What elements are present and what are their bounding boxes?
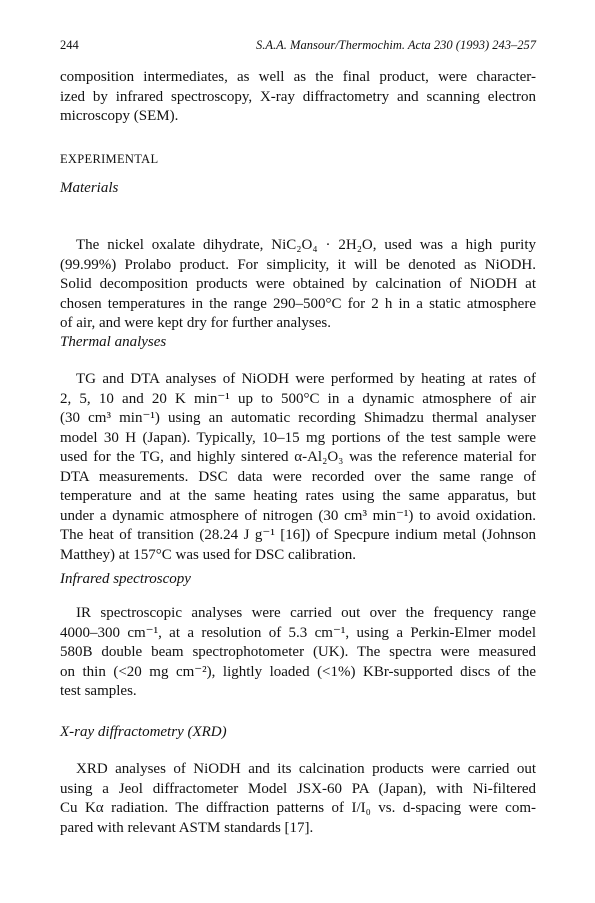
text-line: using a Jeol diffractometer Model JSX-60 PA (Japan), with Ni-filtered	[60, 780, 536, 797]
text-line: 4000–300 cm⁻¹, at a resolution of 5.3 cm⁻¹, using a Perkin-Elmer model	[60, 624, 536, 641]
text-line: Matthey) at 157°C was used for DSC calibration.	[60, 546, 356, 563]
subsection-heading-infrared: Infrared spectroscopy	[60, 571, 191, 587]
page-number: 244	[60, 38, 79, 52]
text-line: DTA measurements. DSC data were recorded over the same range of	[60, 468, 536, 485]
materials-paragraph	[60, 236, 536, 334]
text-line: IR spectroscopic analyses were carried out over the frequency range	[76, 605, 536, 621]
intro-paragraph	[60, 68, 536, 127]
text-line: used for the TG, and highly sintered α-Al₂O₃ was the reference material for	[60, 449, 536, 465]
text-line: Cu Kα radiation. The diffraction patterns of I/I₀ vs. d-spacing were com-	[60, 800, 536, 816]
text-line: model 30 H (Japan). Typically, 10–15 mg portions of the test sample were	[60, 429, 536, 446]
text-line: Solid decomposition products were obtained by calcination of NiODH at	[60, 276, 536, 292]
infrared-paragraph	[60, 604, 536, 702]
xrd-paragraph	[60, 760, 536, 838]
text-line: composition intermediates, as well as the final product, were character-	[60, 69, 536, 85]
text-line: (99.99%) Prolabo product. For simplicity, it will be denoted as NiODH.	[60, 256, 536, 273]
text-line: of air, and were kept dry for further analyses.	[60, 315, 331, 331]
section-heading-experimental: EXPERIMENTAL	[60, 152, 159, 166]
thermal-paragraph	[60, 370, 536, 565]
text-line: pared with relevant ASTM standards [17].	[60, 819, 314, 836]
text-line: (30 cm³ min⁻¹) using an automatic recording Shimadzu thermal analyser	[60, 410, 536, 426]
running-head: S.A.A. Mansour/Thermochim. Acta 230 (1993) 243–257	[256, 38, 536, 52]
text-line: chosen temperatures in the range 290–500°C for 2 h in a static atmosphere	[60, 295, 536, 312]
text-line: 580B double beam spectrophotometer (UK). The spectra were measured	[60, 644, 536, 660]
text-line: test samples.	[60, 683, 137, 699]
text-line: temperature and at the same heating rates using the same apparatus, but	[60, 488, 536, 504]
text-line: under a dynamic atmosphere of nitrogen (30 cm³ min⁻¹) to avoid oxidation.	[60, 507, 536, 524]
text-line: The heat of transition (28.24 J g⁻¹ [16]) of Specpure indium metal (Johnson	[60, 527, 536, 543]
text-line: 2, 5, 10 and 20 K min⁻¹ up to 500°C in a dynamic atmosphere of air	[60, 390, 536, 407]
text-line: XRD analyses of NiODH and its calcination products were carried out	[76, 761, 536, 777]
text-line: ized by infrared spectroscopy, X-ray diffractometry and scanning electron	[60, 88, 536, 105]
text-line: TG and DTA analyses of NiODH were performed by heating at rates of	[76, 371, 536, 387]
text-line: The nickel oxalate dihydrate, NiC₂O₄ · 2H₂O, used was a high purity	[76, 237, 536, 253]
subsection-heading-materials: Materials	[60, 180, 119, 196]
text-line: microscopy (SEM).	[60, 108, 179, 124]
subsection-heading-xrd: X-ray diffractometry (XRD)	[60, 724, 227, 740]
subsection-heading-thermal: Thermal analyses	[60, 334, 167, 350]
text-line: on thin (<20 mg cm⁻²), lightly loaded (<1%) KBr-supported discs of the	[60, 663, 536, 680]
